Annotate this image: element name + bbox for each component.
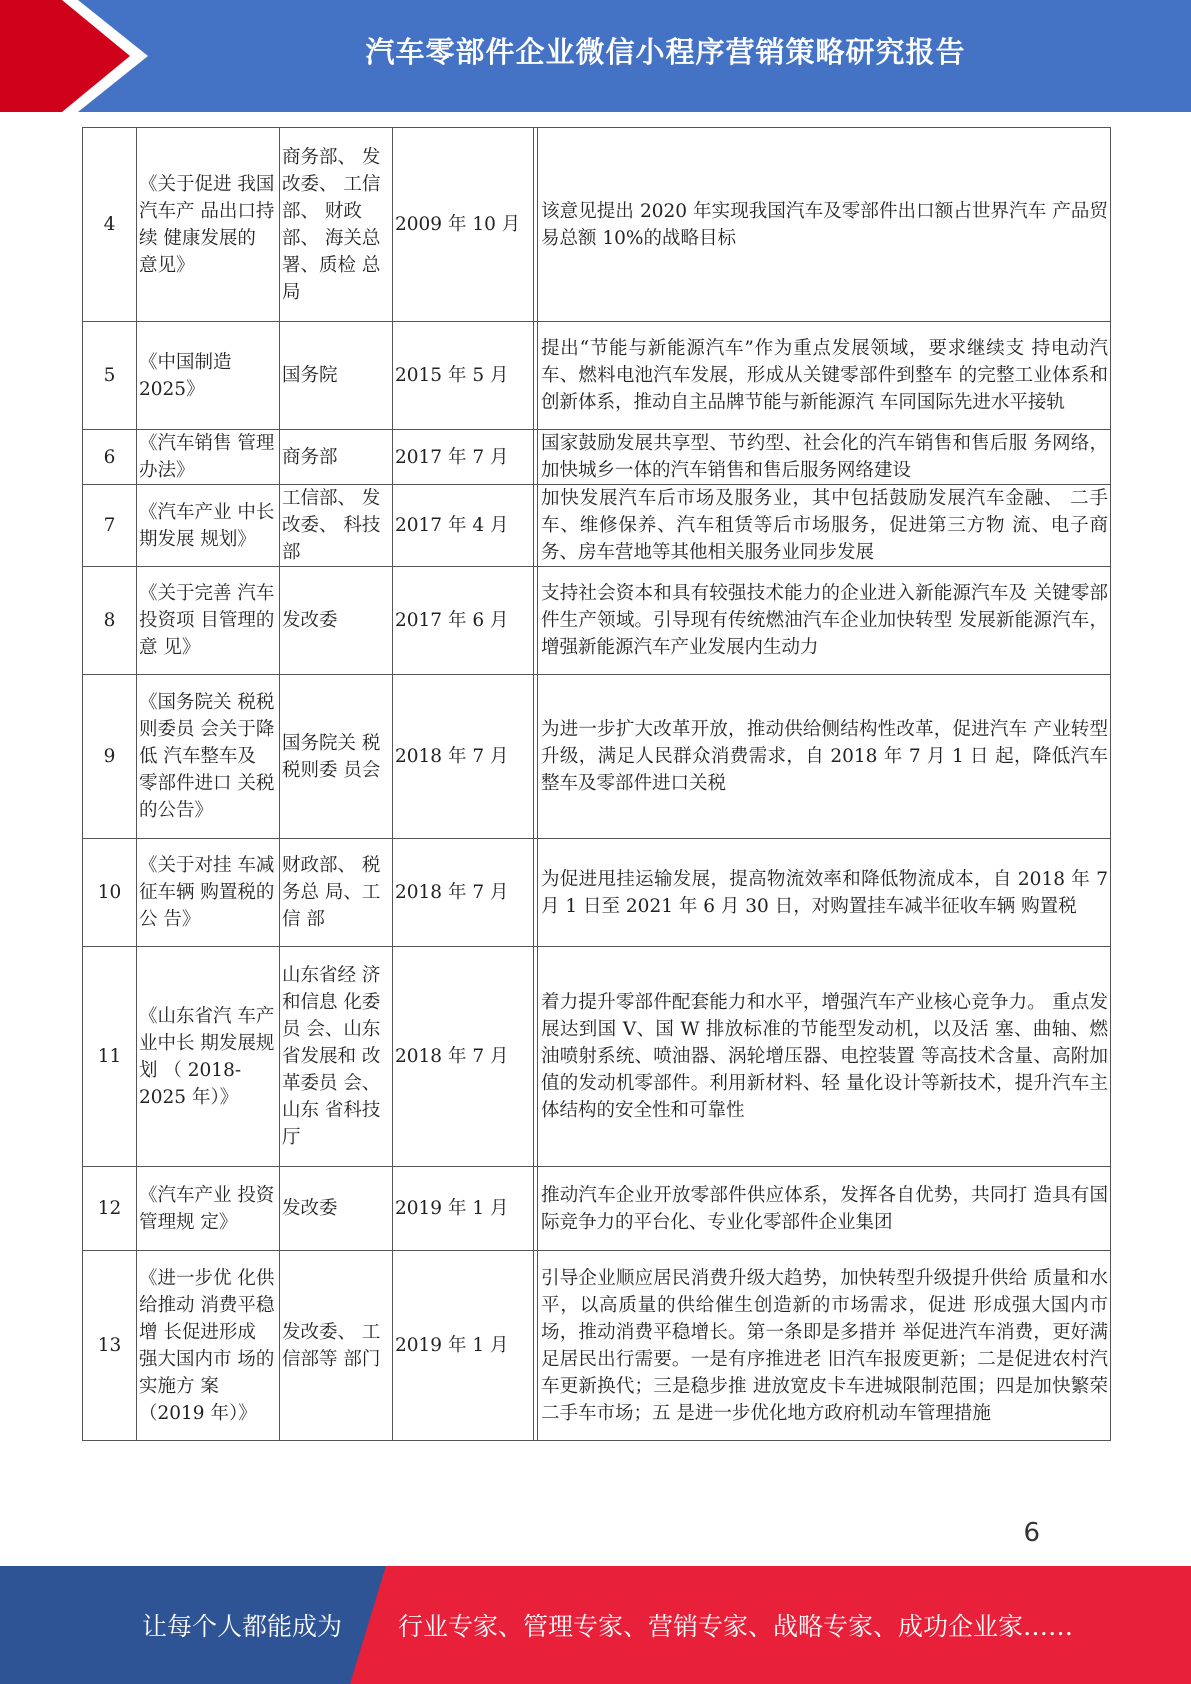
policy-description: 该意见提出 2020 年实现我国汽车及零部件出口额占世界汽车 产品贸易总额 10%的战略目标 <box>538 128 1111 322</box>
table-row <box>83 1167 1111 1251</box>
table-row <box>83 567 1111 675</box>
policy-description: 着力提升零部件配套能力和水平，增强汽车产业核心竞争力。 重点发展达到国 V、国 W 排放标准的节能型发动机，以及活 塞、曲轴、燃油喷射系统、喷油器、涡轮增压器、电控装置 等高技术含量、高附加值的发动机零部件。利用新材料、轻 量化设计等新技术，提升汽车主体结构的安全性和可靠性 <box>538 947 1111 1167</box>
issuing-department: 山东省经 济和信息 化委员 会、山东 省发展和 改革委员 会、山东 省科技厅 <box>280 947 393 1167</box>
policy-name: 《关于促进 我国汽车产 品出口持续 健康发展的 意见》 <box>137 128 280 322</box>
row-number: 7 <box>83 485 137 567</box>
policy-name: 《汽车销售 管理办法》 <box>137 430 280 485</box>
policy-name: 《山东省汽 车产业中长 期发展规划 （ 2018-2025 年）》 <box>137 947 280 1167</box>
issue-date: 2017 年 6 月 <box>393 567 534 675</box>
table-row <box>83 1251 1111 1441</box>
policy-description: 推动汽车企业开放零部件供应体系，发挥各自优势，共同打 造具有国际竞争力的平台化、专业化零部件企业集团 <box>538 1167 1111 1251</box>
table-row <box>83 485 1111 567</box>
issuing-department: 国务院 <box>280 322 393 430</box>
issuing-department: 国务院关 税税则委 员会 <box>280 675 393 839</box>
issuing-department: 工信部、 发改委、 科技部 <box>280 485 393 567</box>
issue-date: 2017 年 7 月 <box>393 430 534 485</box>
policy-name: 《中国制造 2025》 <box>137 322 280 430</box>
policy-name: 《国务院关 税税则委员 会关于降低 汽车整车及 零部件进口 关税的公告》 <box>137 675 280 839</box>
policy-description: 引导企业顺应居民消费升级大趋势，加快转型升级提升供给 质量和水平，以高质量的供给催生创造新的市场需求，促进 形成强大国内市场，推动消费平稳增长。第一条即是多措并 举促进汽车消费，更好满足居民出行需要。一是有序推进老 旧汽车报废更新；二是促进农村汽车更新换代；三是稳步推 进放宽皮卡车进城限制范围；四是加快繁荣二手车市场；五 是进一步优化地方政府机动车管理措施 <box>538 1251 1111 1441</box>
issue-date: 2019 年 1 月 <box>393 1167 534 1251</box>
policy-name: 《关于完善 汽车投资项 目管理的意 见》 <box>137 567 280 675</box>
issue-date: 2018 年 7 月 <box>393 839 534 947</box>
policy-name: 《进一步优 化供给推动 消费平稳增 长促进形成 强大国内市 场的实施方 案（2019 年）》 <box>137 1251 280 1441</box>
report-title: 汽车零部件企业微信小程序营销策略研究报告 <box>365 34 966 69</box>
row-number: 4 <box>83 128 137 322</box>
policy-description: 为进一步扩大改革开放，推动供给侧结构性改革，促进汽车 产业转型升级，满足人民群众消费需求，自 2018 年 7 月 1 日 起，降低汽车整车及零部件进口关税 <box>538 675 1111 839</box>
policy-description: 为促进甩挂运输发展，提高物流效率和降低物流成本，自 2018 年 7 月 1 日至 2021 年 6 月 30 日，对购置挂车减半征收车辆 购置税 <box>538 839 1111 947</box>
policy-name: 《关于对挂 车减征车辆 购置税的公 告》 <box>137 839 280 947</box>
issue-date: 2009 年 10 月 <box>393 128 534 322</box>
issue-date: 2015 年 5 月 <box>393 322 534 430</box>
policy-table <box>82 127 1110 1441</box>
issuing-department: 商务部 <box>280 430 393 485</box>
row-number: 8 <box>83 567 137 675</box>
policy-description: 提出“节能与新能源汽车”作为重点发展领域，要求继续支 持电动汽车、燃料电池汽车发展，形成从关键零部件到整车 的完整工业体系和创新体系，推动自主品牌节能与新能源汽 车同国际先进水平接轨 <box>538 322 1111 430</box>
table-row <box>83 322 1111 430</box>
header-arrow-decoration <box>0 0 150 112</box>
policy-description: 加快发展汽车后市场及服务业，其中包括鼓励发展汽车金融、 二手车、维修保养、汽车租赁等后市场服务，促进第三方物 流、电子商务、房车营地等其他相关服务业同步发展 <box>538 485 1111 567</box>
footer-slogan-right: 行业专家、管理专家、营销专家、战略专家、成功企业家…… <box>398 1612 1074 1641</box>
table-row <box>83 947 1111 1167</box>
page-footer <box>0 1566 1191 1684</box>
issuing-department: 商务部、 发改委、 工信部、 财政部、 海关总署、质检 总局 <box>280 128 393 322</box>
policy-name: 《汽车产业 投资管理规 定》 <box>137 1167 280 1251</box>
issue-date: 2017 年 4 月 <box>393 485 534 567</box>
policy-name: 《汽车产业 中长期发展 规划》 <box>137 485 280 567</box>
issuing-department: 发改委 <box>280 1167 393 1251</box>
row-number: 10 <box>83 839 137 947</box>
policy-description: 支持社会资本和具有较强技术能力的企业进入新能源汽车及 关键零部件生产领域。引导现有传统燃油汽车企业加快转型 发展新能源汽车，增强新能源汽车产业发展内生动力 <box>538 567 1111 675</box>
issuing-department: 发改委 <box>280 567 393 675</box>
issuing-department: 财政部、 税务总 局、工信 部 <box>280 839 393 947</box>
row-number: 5 <box>83 322 137 430</box>
row-number: 12 <box>83 1167 137 1251</box>
table-row <box>83 839 1111 947</box>
issue-date: 2018 年 7 月 <box>393 675 534 839</box>
row-number: 13 <box>83 1251 137 1441</box>
row-number: 11 <box>83 947 137 1167</box>
policy-description: 国家鼓励发展共享型、节约型、社会化的汽车销售和售后服 务网络，加快城乡一体的汽车销售和售后服务网络建设 <box>538 430 1111 485</box>
issue-date: 2018 年 7 月 <box>393 947 534 1167</box>
page-number: 6 <box>1023 1518 1040 1548</box>
table-row <box>83 430 1111 485</box>
table-row <box>83 675 1111 839</box>
issuing-department: 发改委、 工信部等 部门 <box>280 1251 393 1441</box>
footer-slogan-left: 让每个人都能成为 <box>142 1612 343 1641</box>
table-row <box>83 128 1111 322</box>
row-number: 9 <box>83 675 137 839</box>
issue-date: 2019 年 1 月 <box>393 1251 534 1441</box>
row-number: 6 <box>83 430 137 485</box>
page-header <box>0 0 1191 112</box>
